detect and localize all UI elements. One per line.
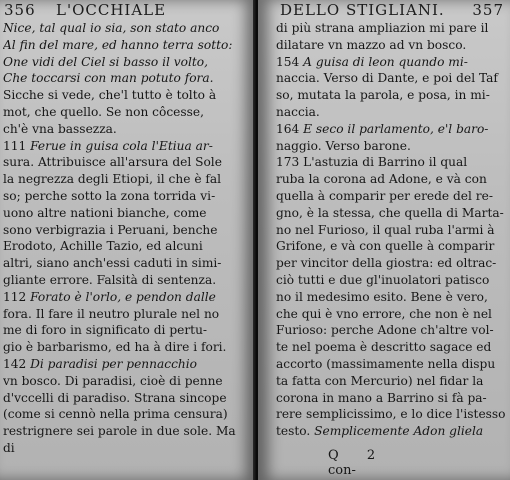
signature-number: 2 — [366, 448, 376, 463]
text-line: naggio. Verso barone. — [276, 138, 411, 153]
text-line: so, mutata la parola, e posa, in mi- — [276, 88, 490, 103]
text-line: Al fin del mare, ed hanno terra sotto: — [3, 37, 233, 52]
text-line: la negrezza degli Etiopi, il che è fal — [3, 172, 222, 187]
text-line: altri, siano anch'essi caduti in simi- — [3, 256, 222, 271]
text-line: (come si cennò nella prima censura) — [3, 407, 228, 422]
text-line: ciò tutti e due gl'inuolatori patisco — [276, 272, 490, 287]
right-page-number: 357 — [472, 1, 504, 19]
text-line: per vincitor della giostra: ed oltrac- — [276, 256, 497, 271]
text-line: di più strana ampliazion mi pare il — [276, 21, 489, 35]
text-line: dilatare vn mazzo ad vn bosco. — [276, 37, 467, 52]
text-line: rere semplicissimo, e lo dice l'istesso — [276, 407, 506, 422]
text-line: ta fatta con Mercurio) nel fidar la — [276, 373, 484, 388]
text-line: 111 Ferue in guisa cola l'Etiua ar- — [3, 138, 213, 153]
text-line: 112 Forato è l'orlo, e pendon dalle — [3, 289, 216, 304]
text-line: uono altre nationi bianche, come — [3, 205, 207, 220]
text-line: quella à comparir per erede del re- — [276, 188, 493, 203]
text-line: Sicche si vede, che'l tutto è tolto à — [3, 88, 217, 103]
left-text-block — [3, 20, 254, 457]
text-line: d'vccelli di paradiso. Strana sincope — [3, 390, 227, 405]
signature-letter: Q — [328, 448, 339, 463]
right-page — [258, 0, 510, 480]
text-line: gliante errore. Falsità di sentenza. — [3, 272, 217, 287]
text-line: Che toccarsi con man potuto fora. — [3, 71, 214, 86]
text-line: so; perche sotto la zona torrida vi- — [3, 188, 216, 203]
text-line: restrignere sei parole in due sole. Ma — [3, 424, 236, 439]
right-running-head — [272, 1, 504, 21]
text-line: 173 L'astuzia di Barrino il qual — [276, 155, 468, 170]
text-line: fora. Il fare il neutro plurale nel no — [3, 306, 220, 321]
text-line: gio è barbarismo, ed ha à dire i fori. — [3, 340, 227, 355]
left-page-number: 356 — [4, 1, 36, 19]
text-line: gno, è la stessa, che quella di Marta- — [276, 205, 504, 220]
text-line: One vidi del Ciel si basso il volto, — [3, 54, 208, 69]
right-text-block — [276, 20, 508, 440]
text-line: naccia. Verso di Dante, e poi del Taf — [276, 71, 498, 86]
text-line: sono verbigrazia i Peruani, benche — [3, 222, 218, 237]
text-line: 164 E seco il parlamento, e'l baro- — [276, 121, 489, 136]
text-line: 154 A guisa di leon quando mi- — [276, 54, 468, 69]
text-line: Grifone, e và con quelle à comparir — [276, 239, 495, 254]
text-line: te nel poema è descritto sagace ed — [276, 340, 492, 355]
text-line: corona in mano a Barrino si fà pa- — [276, 390, 487, 405]
text-line: mot, che quello. Se non côcesse, — [3, 104, 204, 119]
text-line: me di foro in significato di pertu- — [3, 323, 208, 338]
text-line: naccia. — [276, 104, 320, 119]
text-line: sura. Attribuisce all'arsura del Sole — [3, 155, 222, 170]
text-line: 142 Di paradisi per pennacchio — [3, 356, 197, 371]
text-line: ch'è vna bassezza. — [3, 121, 117, 136]
text-line: che qui è vno errore, che non è nel — [276, 306, 492, 321]
text-line: Furioso: perche Adone ch'altre vol- — [276, 323, 494, 338]
text-line: Nice, tal qual io sia, son stato anco — [3, 21, 220, 35]
left-running-head — [4, 1, 252, 21]
text-line: accorto (massimamente nella dispu — [276, 356, 496, 371]
signature-mark — [328, 448, 448, 478]
text-line: testo. Semplicemente Adon gliela — [276, 424, 484, 439]
right-page-title: DELLO STIGLIANI. — [280, 1, 445, 19]
left-page-title: L'OCCHIALE — [56, 1, 167, 19]
text-line: no nel Furioso, il qual ruba l'armi à — [276, 222, 495, 237]
text-line: Erodoto, Achille Tazio, ed alcuni — [3, 239, 203, 254]
text-line: no il medesimo esito. Bene è vero, — [276, 289, 488, 304]
text-line: ruba la corona ad Adone, e và con — [276, 172, 487, 187]
catchword: con- — [328, 463, 356, 478]
text-line: di — [3, 440, 15, 455]
text-line: vn bosco. Di paradisi, cioè di penne — [3, 373, 223, 388]
